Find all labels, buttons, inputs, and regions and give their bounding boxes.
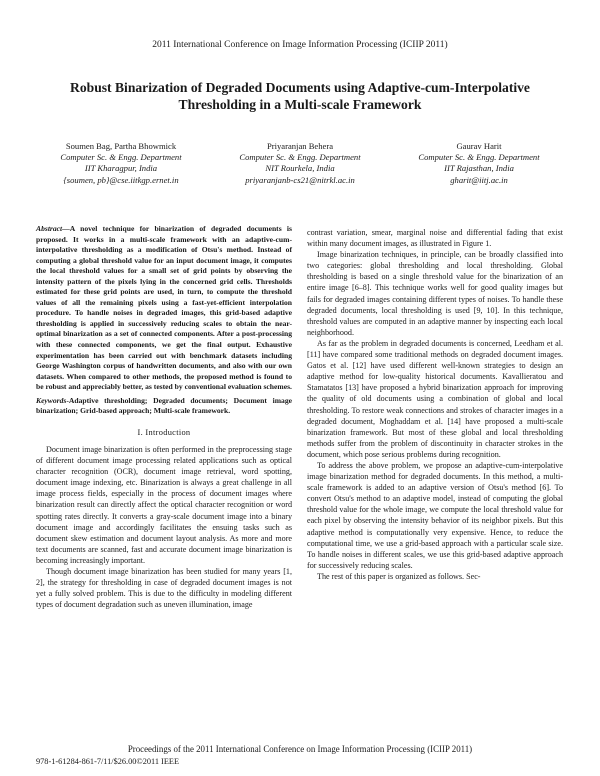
author-3 — [394, 141, 564, 186]
right-column — [307, 227, 563, 582]
author-block — [36, 141, 564, 186]
keywords-text: -Adaptive thresholding; Degraded documents; Document image binarization; Grid-based approach; Multi-scale framework. — [36, 395, 292, 416]
abstract-lead: Abstract — [36, 224, 63, 233]
author-email: gharit@iitj.ac.in — [450, 174, 508, 185]
paper-title — [40, 79, 560, 113]
author-institute: IIT Rajasthan, India — [444, 163, 514, 174]
title-line-2: Thresholding in a Multi-scale Framework — [178, 97, 422, 112]
keywords — [36, 396, 292, 417]
title-line-1: Robust Binarization of Degraded Documents using Adaptive-cum-Interpolative — [70, 80, 530, 95]
left-column — [36, 224, 292, 610]
proceedings-footer: Proceedings of the 2011 International Conference on Image Information Processing (ICIIP 2011) — [127, 744, 473, 754]
paragraph: The rest of this paper is organized as follows. Sec- — [317, 571, 481, 581]
author-department: Computer Sc. & Engg. Department — [239, 152, 361, 163]
author-name: Gaurav Harit — [456, 141, 502, 151]
author-email: priyaranjanb-cs21@nitrkl.ac.in — [245, 174, 355, 185]
abstract-text: —A novel technique for binarization of degraded documents is proposed. It works in a multi-scale framework with an adaptive-cum-interpolative thresholding as a modification of Otsu's method. Instead of computing a global threshold value for an input document image, it computes the local threshold values for a small set of grid points by observing the intensity pattern of the pixels lying in the concerned grid cells. Thresholds estimated for these grid points are used, in turn, to compute the threshold values of all the remaining pixels using a fast-yet-efficient interpolation procedure. To handle noises in degraded images, this grid-based adaptive thresholding is applied in successively reducing scales to obtain the near-optimal binarization as a set of connected components. After a post-processing with these connected components, we get the final output. Exhaustive experimentation has been carried out with benchmark datasets including George Washington corpus of handwritten documents, and also with our own datasets. When compared to other methods, the proposed method is found to be robust and appreciably better, as tested by conventional evaluation schemes. — [36, 224, 292, 392]
author-department: Computer Sc. & Engg. Department — [418, 152, 540, 163]
isbn-copyright: 978-1-61284-861-7/11/$26.00©2011 IEEE — [36, 757, 180, 766]
paragraph: Image binarization techniques, in principle, can be broadly classified into two categories: global thresholding and local thresholding. Global thresholding is based on a single threshold value for the binarization of an entire image [6–8]. This technique works well for good quality images but fails for degraded images containing different types of noises. To handle these degraded documents, local thresholding is used [9, 10]. In this technique, threshold values are computed in an adaptive manner by inspecting each local neighborhood. — [307, 250, 563, 337]
author-email: {soumen, pb}@cse.iitkgp.ernet.in — [63, 174, 179, 185]
author-institute: IIT Kharagpur, India — [84, 163, 158, 174]
author-name: Soumen Bag, Partha Bhowmick — [65, 141, 177, 151]
paragraph: Document image binarization is often performed in the preprocessing stage of different document image processing related applications such as optical character recognition (OCR), document image retrieval, word spotting, document image indexing, etc. Binarization is always a great challenge in all image process fields, especially in the process of document images where binarization result can directly affect the optical character recognition or word spotting rates directly. It converts a gray-scale document image into a binary document image and accordingly facilitates the ensuing tasks such as document skew estimation and document layout analysis. As more and more text documents are scanned, fast and accurate document image binarization is becoming increasingly important. — [36, 444, 292, 565]
keywords-lead: Keywords — [36, 395, 67, 405]
paragraph: To address the above problem, we propose an adaptive-cum-interpolative image binarization method for degraded documents. In this method, a multi-scale framework is added to an adaptive version of Otsu's method [6]. To convert Otsu's method to an adaptive model, instead of computing the global threshold value for the whole image, we compute the local threshold value for each pixel by observing the intensity behavior of its neighbor pixels. But this adaptive method is computationally very expensive. Hence, to reduce the computational time, we use a grid-based approach with a particular scale size. To handle noises in different scales, we use this grid-based adaptive approach for successively reducing scales. — [307, 460, 563, 570]
paragraph: contrast variation, smear, marginal noise and differential fading that exist within many document images, as illustrated in Figure 1. — [307, 228, 563, 249]
abstract — [36, 224, 292, 393]
author-department: Computer Sc. & Engg. Department — [60, 152, 182, 163]
author-institute: NIT Rourkela, India — [265, 163, 335, 174]
conference-header: 2011 International Conference on Image Information Processing (ICIIP 2011) — [152, 40, 448, 50]
paragraph: As far as the problem in degraded documents is concerned, Leedham et al. [11] have compared some traditional methods on degraded document images. Gatos et al. [12] have used different well-known strategies to design an adaptive method for low-quality historical documents. Kavallieratou and Stamatatos [13] have proposed a hybrid binarization approach for improving the quality of old documents using a combination of global and local thresholding. To restore weak connections and strokes of character images in a degraded document, Moghaddam et al. [14] have proposed a multi-scale binarization framework. But most of these global and local thresholding methods suffer from the problem of discontinuity in character strokes in the document, which pose serious problems during recognition. — [307, 338, 563, 459]
section-heading-introduction: I. Introduction — [137, 427, 191, 437]
author-name: Priyaranjan Behera — [266, 141, 334, 151]
author-1 — [36, 141, 206, 186]
author-2 — [215, 141, 385, 186]
paragraph: Though document image binarization has been studied for many years [1, 2], the strategy for thresholding in case of degraded document images is not yet a fully solved problem. This is due to the difficulty in modeling different types of document degradation such as uneven illumination, image — [36, 566, 292, 610]
